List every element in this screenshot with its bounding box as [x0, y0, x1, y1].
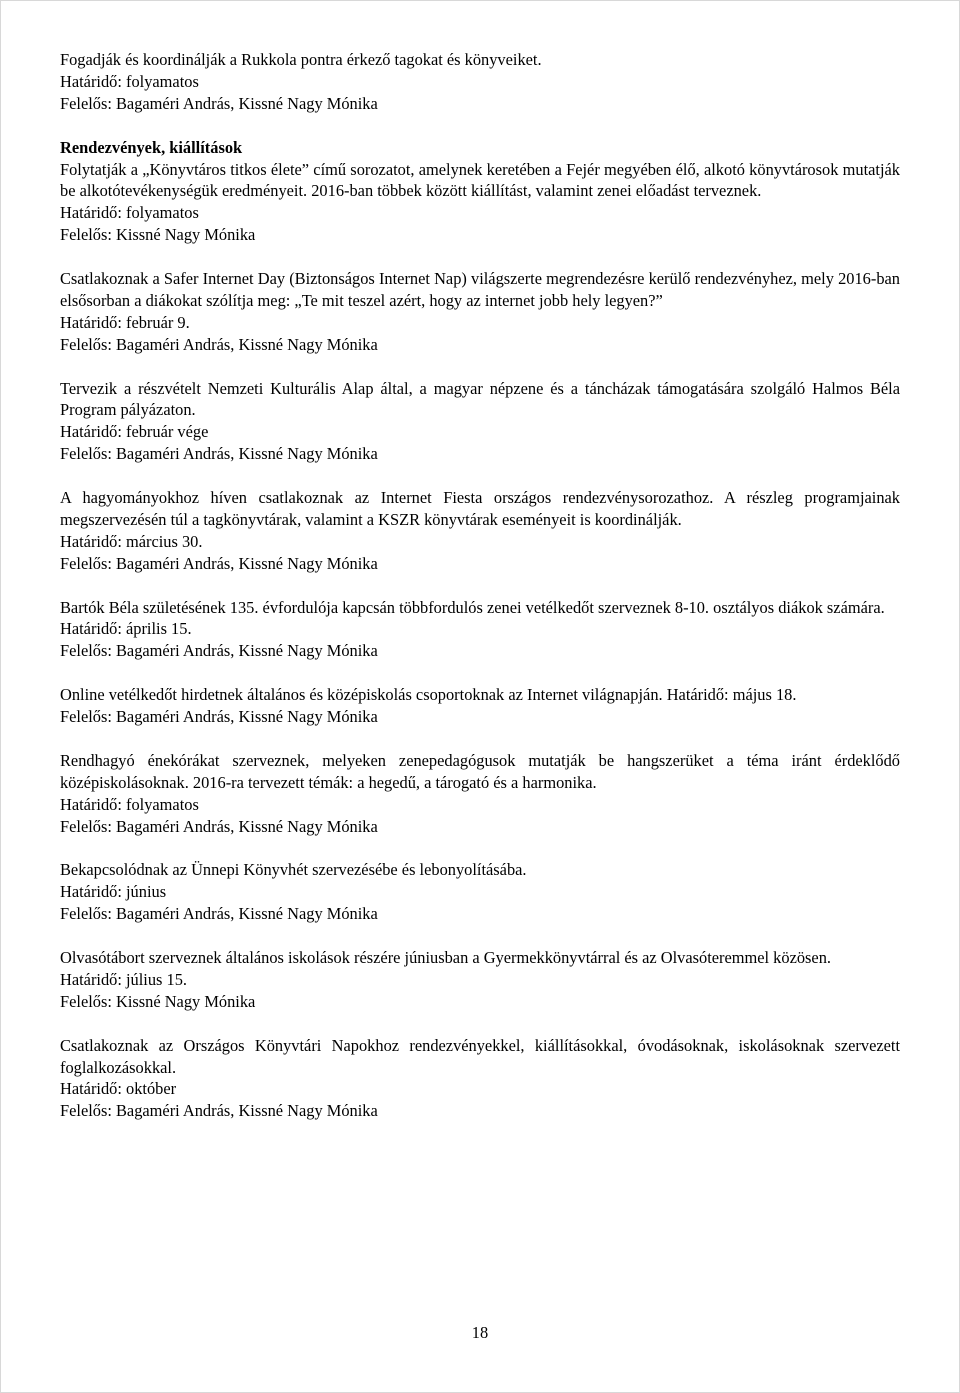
entry-responsible: Felelős: Bagaméri András, Kissné Nagy Mónika — [60, 904, 378, 924]
entry-deadline: Határidő: június — [60, 882, 167, 902]
intro-text: Fogadják és koordinálják a Rukkola pontra érkező tagokat és könyveiket. — [60, 50, 542, 69]
intro-block — [60, 49, 900, 115]
entry-responsible: Felelős: Bagaméri András, Kissné Nagy Mónika — [60, 334, 378, 354]
entry-text: Csatlakoznak az Országos Könyvtári Napokhoz rendezvényekkel, kiállításokkal, óvodásoknak, iskolásoknak szervezett foglalkozásokkal. — [60, 1035, 900, 1077]
entry-text: Folytatják a „Könyvtáros titkos élete” című sorozatot, amelynek keretében a Fejér megyében élő, alkotó könyvtárosok mutatják be alkotótevékenységük eredményeit. 2016-ban többek között kiállítást, valamint zenei előadást terveznek. — [60, 159, 900, 201]
entry-9 — [60, 947, 900, 1013]
entry-text: A hagyományokhoz híven csatlakoznak az Internet Fiesta országos rendezvénysorozathoz. A részleg programjainak megszervezésén túl a tagkönyvtárak, valamint a KSZR könyvtárak eseményeit is koordinálják. — [60, 488, 900, 529]
section-heading: Rendezvények, kiállítások — [60, 137, 243, 157]
entry-3 — [60, 378, 900, 466]
entry-deadline: Határidő: március 30. — [60, 531, 203, 551]
entry-responsible: Felelős: Bagaméri András, Kissné Nagy Mónika — [60, 553, 378, 573]
document-body — [60, 49, 900, 1122]
entry-text: Bartók Béla születésének 135. évfordulója kapcsán többfordulós zenei vetélkedőt szerveznek 8-10. osztályos diákok számára. — [60, 597, 885, 617]
entry-deadline: Határidő: folyamatos — [60, 794, 199, 814]
entry-6 — [60, 684, 900, 728]
entry-responsible: Felelős: Bagaméri András, Kissné Nagy Mónika — [60, 707, 378, 727]
entry-deadline: Határidő: október — [60, 1079, 177, 1099]
entry-deadline: Határidő: április 15. — [60, 619, 192, 639]
entry-responsible: Felelős: Kissné Nagy Mónika — [60, 991, 256, 1011]
entry-text: Rendhagyó énekórákat szerveznek, melyeken zenepedagógusok mutatják be hangszerüket a téma iránt érdeklődő középiskolásoknak. 2016-ra tervezett témák: a hegedű, a tárogató és a harmonika. — [60, 750, 900, 792]
entry-responsible: Felelős: Bagaméri András, Kissné Nagy Mónika — [60, 816, 378, 836]
entry-responsible: Felelős: Kissné Nagy Mónika — [60, 225, 256, 245]
entry-text: Olvasótábort szerveznek általános iskolások részére júniusban a Gyermekkönyvtárral és az Olvasóteremmel közösen. — [60, 948, 831, 968]
entry-responsible: Felelős: Bagaméri András, Kissné Nagy Mónika — [60, 444, 378, 464]
entry-deadline: Határidő: február vége — [60, 422, 209, 442]
entry-deadline: Határidő: február 9. — [60, 312, 190, 332]
entry-5 — [60, 597, 900, 663]
entry-text: Online vetélkedőt hirdetnek általános és középiskolás csoportoknak az Internet világnapján. Határidő: május 18. — [60, 685, 797, 705]
entry-deadline: Határidő: július 15. — [60, 969, 188, 989]
entry-10 — [60, 1035, 900, 1123]
entry-text: Csatlakoznak a Safer Internet Day (Biztonságos Internet Nap) világszerte megrendezésre kerülő rendezvényhez, mely 2016-ban elsősorban a diákokat szólítja meg: „Te mit teszel azért, hogy az internet jobb hely legyen?” — [60, 269, 900, 310]
entry-8 — [60, 859, 900, 925]
entry-4 — [60, 487, 900, 575]
entry-responsible: Felelős: Bagaméri András, Kissné Nagy Mónika — [60, 641, 378, 661]
entry-text: Bekapcsolódnak az Ünnepi Könyvhét szervezésébe és lebonyolításába. — [60, 860, 527, 880]
intro-deadline: Határidő: folyamatos — [60, 71, 199, 91]
entry-2 — [60, 268, 900, 356]
entry-deadline: Határidő: folyamatos — [60, 203, 199, 223]
entry-7 — [60, 750, 900, 838]
entry-responsible: Felelős: Bagaméri András, Kissné Nagy Mónika — [60, 1101, 378, 1121]
entry-1 — [60, 159, 900, 247]
entry-text: Tervezik a részvételt Nemzeti Kulturális Alap által, a magyar népzene és a táncházak támogatására szolgáló Halmos Béla Program pályázaton. — [60, 378, 900, 420]
intro-responsible: Felelős: Bagaméri András, Kissné Nagy Mónika — [60, 93, 378, 113]
page-number: 18 — [471, 1323, 489, 1342]
